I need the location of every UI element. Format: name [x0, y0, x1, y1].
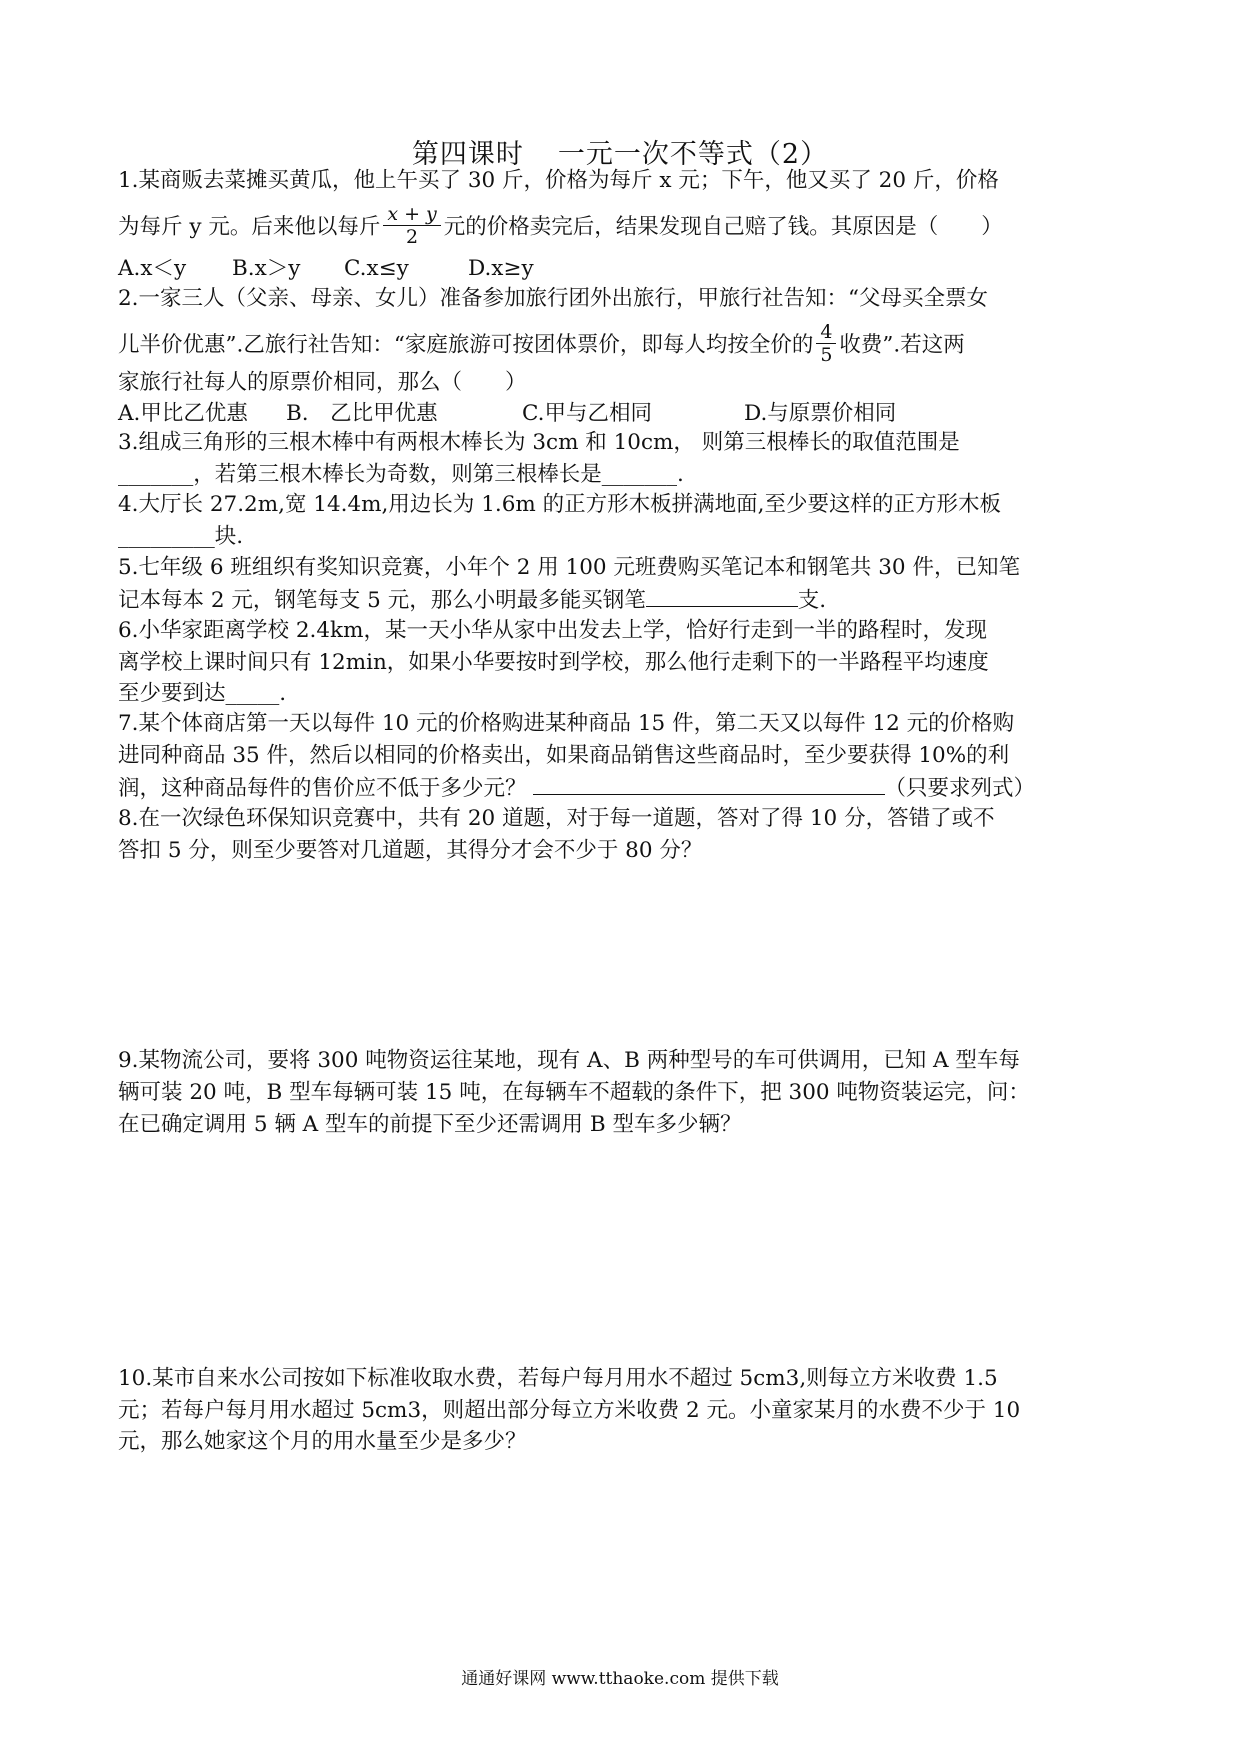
- question-2-line-3: 家旅行社每人的原票价相同，那么（ ）: [118, 370, 527, 395]
- question-7-line-2: 进同种商品 35 件，然后以相同的价格卖出，如果商品销售这些商品时，至少要获得 10%的利: [118, 743, 1010, 768]
- question-4-line-2: _________块.: [118, 524, 244, 549]
- question-5-line-1: 5.七年级 6 班组织有奖知识竞赛，小年个 2 用 100 元班费购买笔记本和钢笔共 30 件，已知笔: [118, 555, 1020, 580]
- question-6-line-1: 6.小华家距离学校 2.4km，某一天小华从家中出发去上学，恰好行走到一半的路程时，发现: [118, 618, 987, 643]
- option-d: D.与原票价相同: [744, 401, 897, 426]
- question-10-line-3: 元，那么她家这个月的用水量至少是多少？: [118, 1429, 527, 1454]
- question-1-line-1: 1.某商贩去菜摊买黄瓜，他上午买了 30 斤，价格为每斤 x 元；下午，他又买了 20 斤，价格: [118, 168, 999, 193]
- question-3-line-1: 3.组成三角形的三根木棒中有两根木棒长为 3cm 和 10cm， 则第三根棒长的取值范围是: [118, 430, 960, 455]
- question-7-line-1: 7.某个体商店第一天以每件 10 元的价格购进某种商品 15 件，第二天又以每件 12 元的价格购: [118, 711, 1015, 736]
- page-footer: 通通好课网 www.tthaoke.com 提供下载: [461, 1669, 779, 1689]
- question-6-line-3: 至少要到达_____.: [118, 681, 287, 706]
- question-1-line-2: 为每斤 y 元。后来他以每斤 $\frac{x + y}{2}$ 元的价格卖完后，结果发现自己赔了钱。其原因是（ ）: [118, 203, 1003, 248]
- question-8-line-2: 答扣 5 分，则至少要答对几道题，其得分才会不少于 80 分？: [118, 838, 703, 863]
- question-6-line-2: 离学校上课时间只有 12min，如果小华要按时到学校，那么他行走剩下的一半路程平均速度: [118, 650, 989, 675]
- question-5-line-2: 记本每本 2 元，钢笔每支 5 元，那么小明最多能买钢笔 支.: [118, 584, 826, 616]
- question-8-line-1: 8.在一次绿色环保知识竞赛中，共有 20 道题，对于每一道题，答对了得 10 分，答错了或不: [118, 806, 995, 831]
- option-d: D.x≥y: [468, 256, 534, 281]
- question-2-line-2: 儿半价优惠”.乙旅行社告知：“家庭旅游可按团体票价，即每人均按全价的 $\frac{4}{5}$ 收费”.若这两: [118, 321, 965, 366]
- option-c: C.甲与乙相同: [522, 401, 653, 426]
- question-7-line-3: 润，这种商品每件的售价应不低于多少元？ （只要求列式）: [118, 772, 1035, 804]
- question-10-line-1: 10.某市自来水公司按如下标准收取水费，若每户每月用水不超过 5cm3,则每立方米收费 1.5: [118, 1366, 998, 1391]
- question-2-line-1: 2.一家三人（父亲、母亲、女儿）准备参加旅行团外出旅行，甲旅行社告知：“父母买全票女: [118, 286, 989, 311]
- fraction-x-plus-y-over-2: $\frac{x + y}{2}$: [383, 203, 440, 248]
- fraction-4-over-5: $\frac{4}{5}$: [816, 321, 836, 366]
- question-3-line-2: _______，若第三根木棒长为奇数，则第三根棒长是_______.: [118, 462, 684, 487]
- page-title: 第四课时 一元一次不等式（2）: [411, 139, 829, 170]
- option-a: A.x＜y: [118, 256, 187, 281]
- option-c: C.x≤y: [344, 256, 409, 281]
- option-b: B. 乙比甲优惠: [286, 401, 438, 426]
- question-9-line-2: 辆可装 20 吨，B 型车每辆可装 15 吨，在每辆车不超载的条件下，把 300 吨物资装运完，问：: [118, 1080, 1030, 1105]
- question-1-options: [118, 254, 534, 284]
- question-9-line-3: 在已确定调用 5 辆 A 型车的前提下至少还需调用 B 型车多少辆？: [118, 1112, 742, 1137]
- question-2-options: [118, 399, 896, 429]
- question-4-line-1: 4.大厅长 27.2m,宽 14.4m,用边长为 1.6m 的正方形木板拼满地面,至少要这样的正方形木板: [118, 492, 1001, 517]
- answer-blank: [533, 772, 885, 795]
- question-10-line-2: 元；若每户每月用水超过 5cm3，则超出部分每立方米收费 2 元。小童家某月的水费不少于 10: [118, 1398, 1021, 1423]
- question-9-line-1: 9.某物流公司，要将 300 吨物资运往某地，现有 A、B 两种型号的车可供调用，已知 A 型车每: [118, 1048, 1020, 1073]
- option-b: B.x＞y: [232, 256, 301, 281]
- option-a: A.甲比乙优惠: [118, 401, 248, 426]
- answer-blank: [646, 584, 798, 607]
